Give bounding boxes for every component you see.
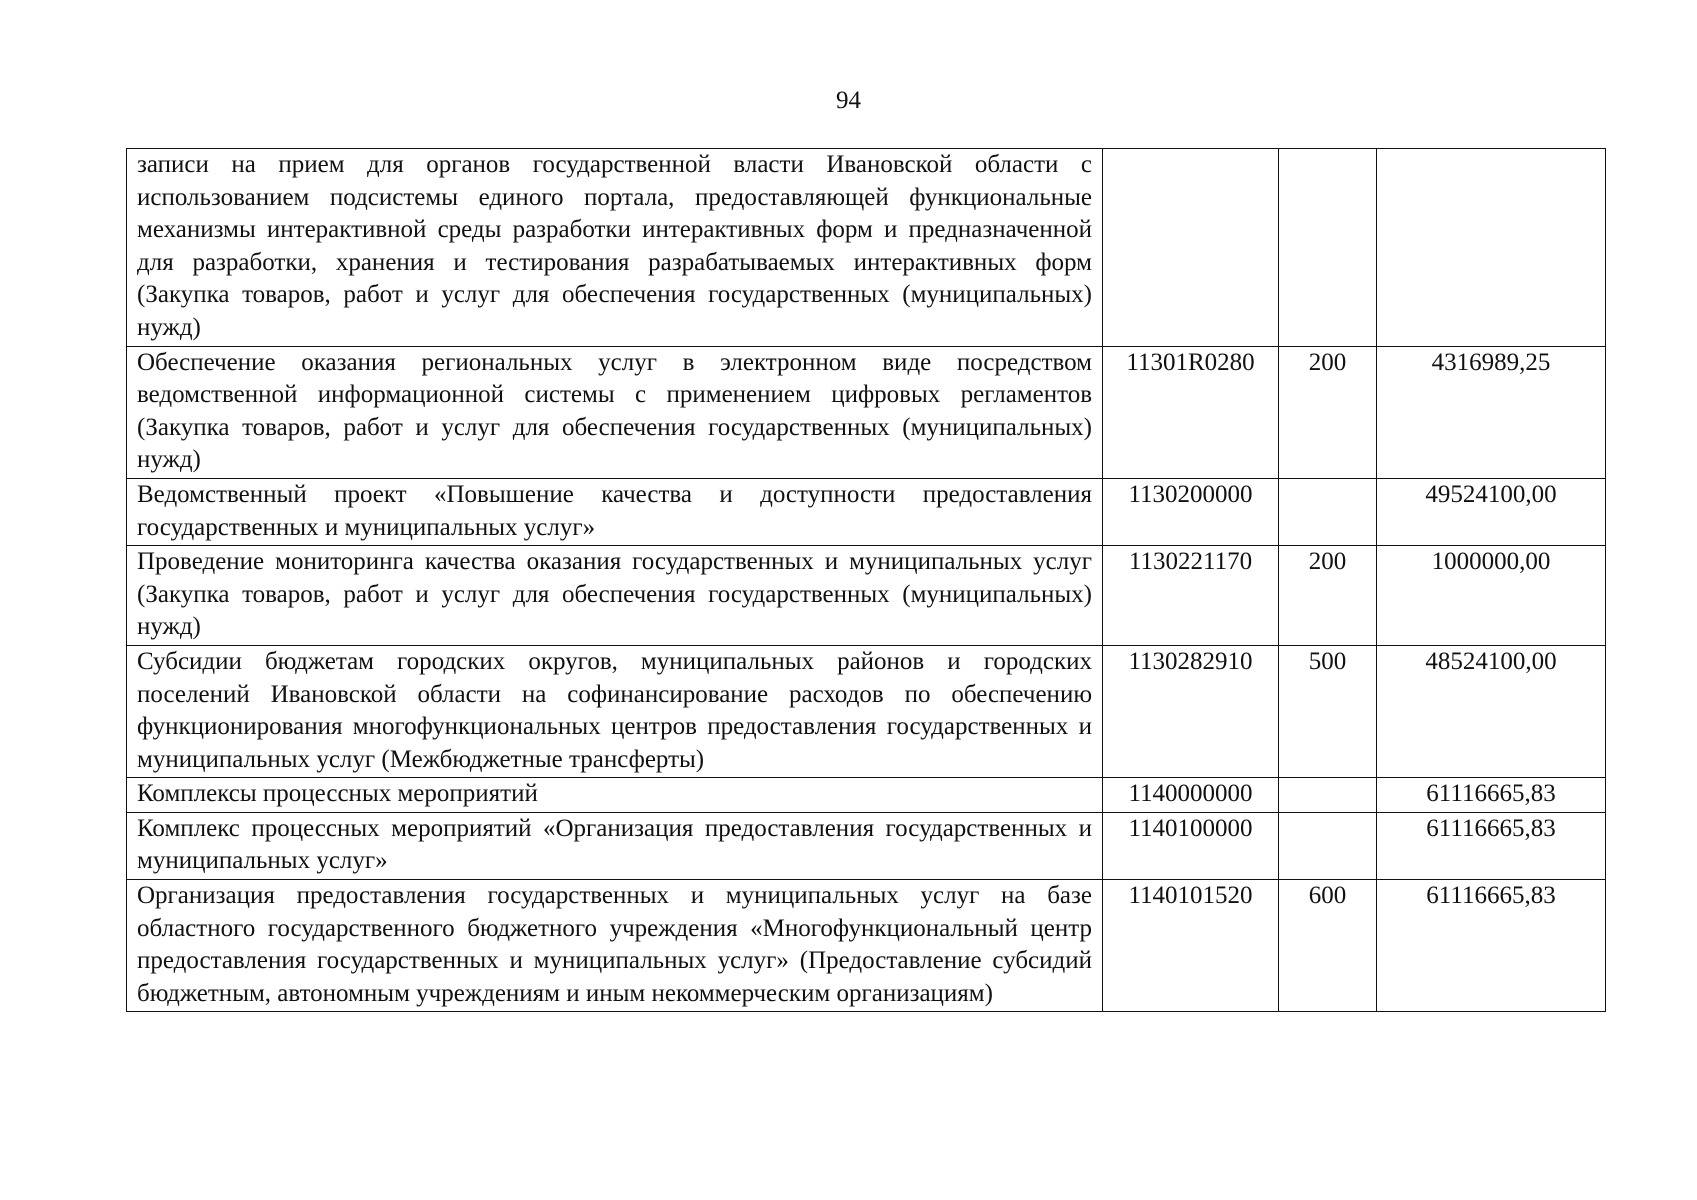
row-amount: 4316989,25 [1377, 346, 1606, 478]
row-description: записи на прием для органов государственной власти Ивановской области с использованием подсистемы единого портала, предоставляющей функциональные механизмы интерактивной среды разработки интерактивных форм и предназначенной для разработки, хранения и тестирования разрабатываемых интерактивных форм (Закупка товаров, работ и услуг для обеспечения государственных (муниципальных) нужд) [127, 149, 1103, 347]
row-description: Обеспечение оказания региональных услуг в электронном виде посредством ведомственной информационной системы с применением цифровых регламентов (Закупка товаров, работ и услуг для обеспечения государственных (муниципальных) нужд) [127, 346, 1103, 478]
row-expense-type: 500 [1279, 645, 1377, 777]
row-description: Проведение мониторинга качества оказания государственных и муниципальных услуг (Закупка товаров, работ и услуг для обеспечения государственных (муниципальных) нужд) [127, 546, 1103, 646]
row-amount: 61116665,83 [1377, 778, 1606, 813]
table-row [127, 346, 1606, 478]
table-row [127, 645, 1606, 777]
row-expense-type [1279, 478, 1377, 545]
row-target-code: 11301R0280 [1103, 346, 1279, 478]
row-target-code: 1130221170 [1103, 546, 1279, 646]
row-description: Организация предоставления государственных и муниципальных услуг на базе областного государственного бюджетного учреждения «Многофункциональный центр предоставления государственных и муниципальных услуг» (Предоставление субсидий бюджетным, автономным учреждениям и иным некоммерческим организациям) [127, 880, 1103, 1012]
row-amount: 1000000,00 [1377, 546, 1606, 646]
row-expense-type: 600 [1279, 880, 1377, 1012]
row-description: Субсидии бюджетам городских округов, муниципальных районов и городских поселений Ивановской области на софинансирование расходов по обеспечению функционирования многофункциональных центров предоставления государственных и муниципальных услуг (Межбюджетные трансферты) [127, 645, 1103, 777]
row-target-code: 1140000000 [1103, 778, 1279, 813]
row-target-code [1103, 149, 1279, 347]
row-expense-type [1279, 778, 1377, 813]
row-description: Комплекс процессных мероприятий «Организация предоставления государственных и муниципальных услуг» [127, 812, 1103, 879]
row-target-code: 1140100000 [1103, 812, 1279, 879]
row-amount: 48524100,00 [1377, 645, 1606, 777]
table-row [127, 880, 1606, 1012]
table-row [127, 778, 1606, 813]
row-description: Ведомственный проект «Повышение качества и доступности предоставления государственных и муниципальных услуг» [127, 478, 1103, 545]
page-number: 94 [836, 87, 861, 114]
table-row [127, 149, 1606, 347]
row-description: Комплексы процессных мероприятий [127, 778, 1103, 813]
row-expense-type [1279, 149, 1377, 347]
row-expense-type: 200 [1279, 546, 1377, 646]
row-target-code: 1130282910 [1103, 645, 1279, 777]
budget-table [126, 148, 1606, 1012]
table-row [127, 478, 1606, 545]
row-amount: 49524100,00 [1377, 478, 1606, 545]
row-expense-type [1279, 812, 1377, 879]
row-amount: 61116665,83 [1377, 812, 1606, 879]
row-target-code: 1140101520 [1103, 880, 1279, 1012]
row-target-code: 1130200000 [1103, 478, 1279, 545]
row-amount [1377, 149, 1606, 347]
row-expense-type: 200 [1279, 346, 1377, 478]
table-row [127, 546, 1606, 646]
table-row [127, 812, 1606, 879]
row-amount: 61116665,83 [1377, 880, 1606, 1012]
